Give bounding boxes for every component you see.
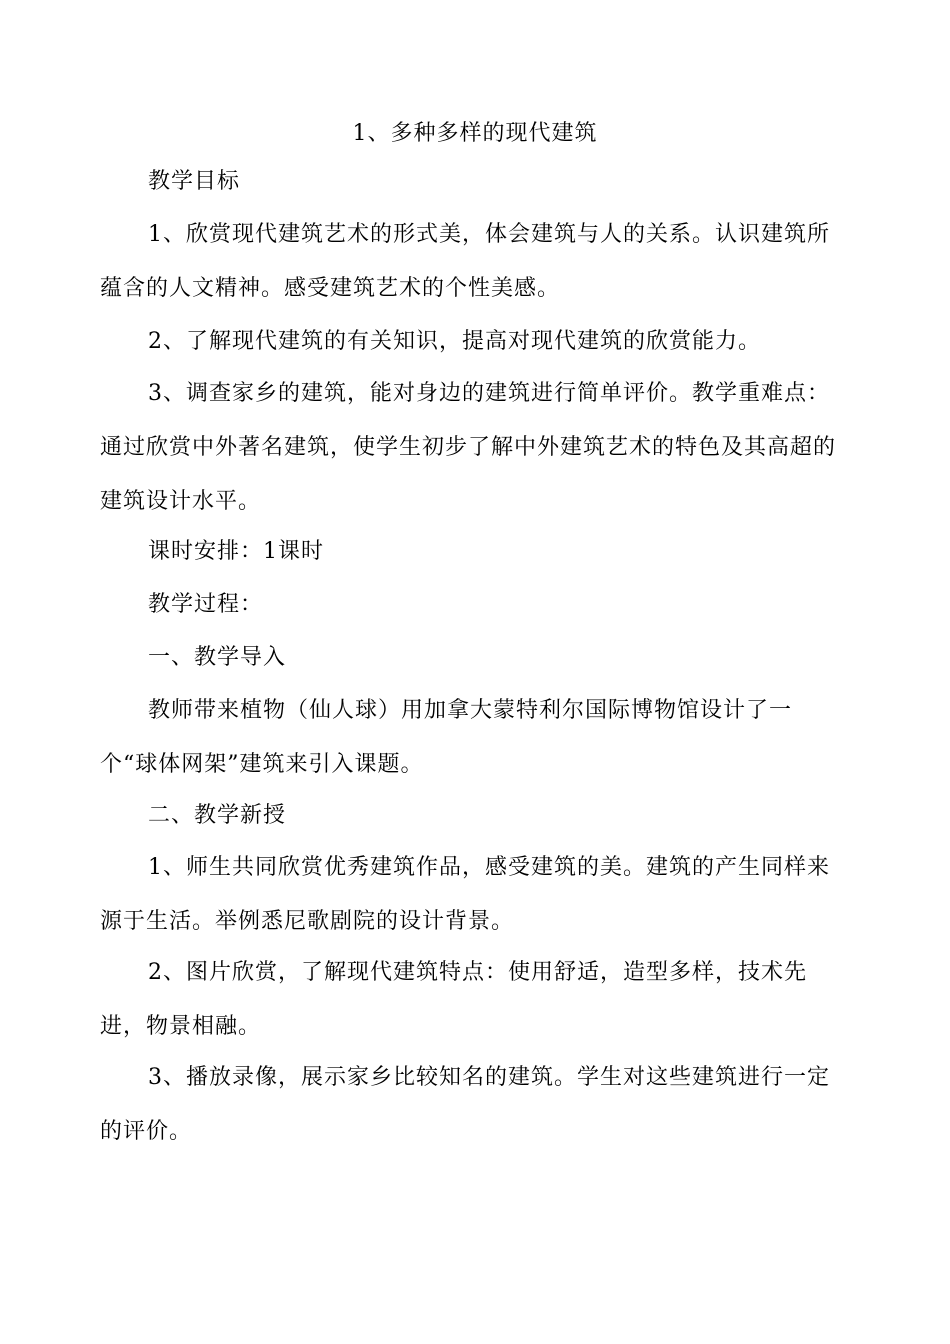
paragraph-section-1: 一、教学导入 [148, 645, 287, 670]
paragraph-new-3: 3、播放录像，展示家乡比较知名的建筑。学生对这些建筑进行一定的评价。 [100, 1065, 830, 1144]
paragraph-goal-1: 1、欣赏现代建筑艺术的形式美，体会建筑与人的关系。认识建筑所蕴含的人文精神。感受建筑艺术的个性美感。 [100, 222, 830, 301]
paragraph-process: 教学过程： [148, 592, 264, 617]
paragraph-schedule: 课时安排：1课时 [148, 539, 324, 564]
paragraph-goal-3: 3、调查家乡的建筑，能对身边的建筑进行简单评价。教学重难点：通过欣赏中外著名建筑，使学生初步了解中外建筑艺术的特色及其高超的建筑设计水平。 [100, 381, 837, 514]
paragraph-section-2: 二、教学新授 [148, 803, 287, 828]
paragraph-new-2: 2、图片欣赏，了解现代建筑特点：使用舒适，造型多样，技术先进，物景相融。 [100, 960, 807, 1039]
document-title: 1、多种多样的现代建筑 [352, 121, 598, 146]
paragraph-intro: 教师带来植物（仙人球）用加拿大蒙特利尔国际博物馆设计了一个“球体网架”建筑来引入课题。 [100, 698, 793, 777]
paragraph-goal-2: 2、了解现代建筑的有关知识，提高对现代建筑的欣赏能力。 [148, 329, 761, 354]
paragraph-new-1: 1、师生共同欣赏优秀建筑作品，感受建筑的美。建筑的产生同样来源于生活。举例悉尼歌剧院的设计背景。 [100, 855, 830, 934]
paragraph-teaching-goals: 教学目标 [148, 169, 241, 194]
